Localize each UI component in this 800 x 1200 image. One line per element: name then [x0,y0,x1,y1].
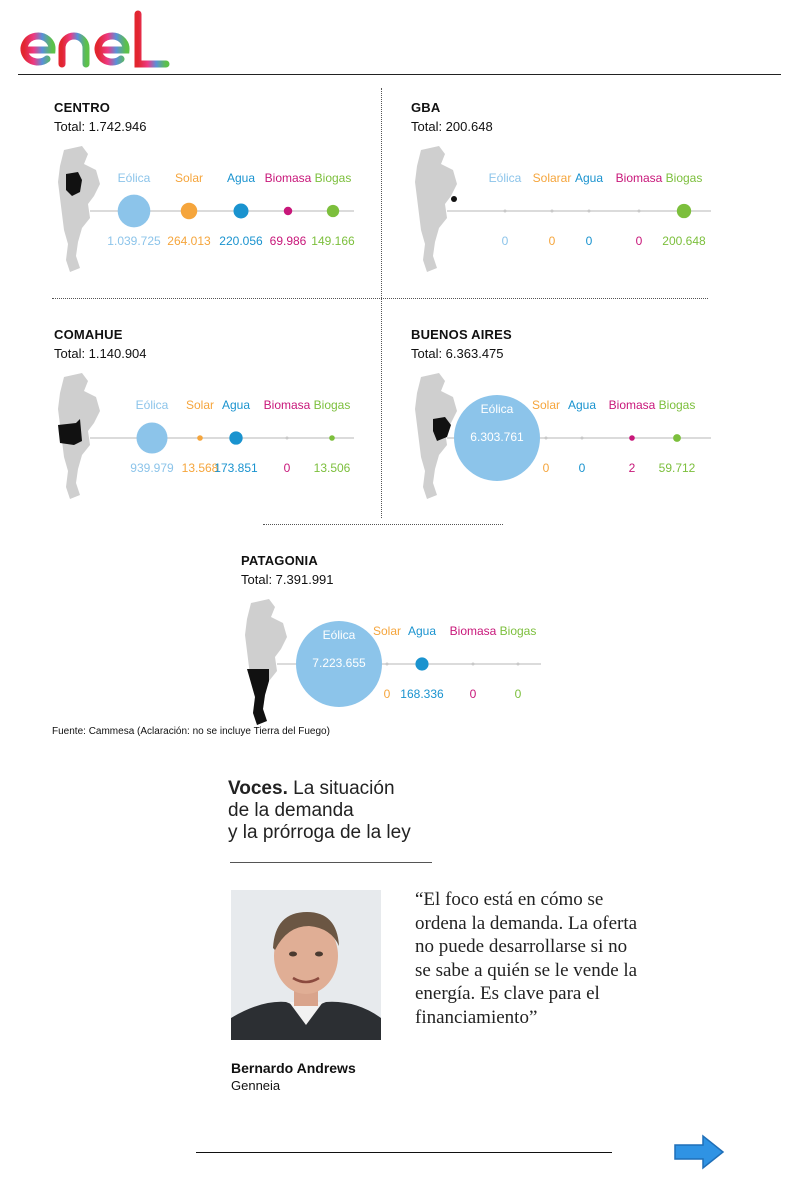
dot-biogas [677,204,691,218]
region-centro [54,100,394,300]
person-company: Genneia [231,1078,281,1093]
region-total: Total: 1.140.904 [54,346,147,361]
region-name: COMAHUE [54,327,123,342]
label-biomasa: Biomasa [264,171,312,185]
dot-biomasa [284,207,292,215]
dot-agua [415,657,428,670]
voces-line2: de la demanda [228,800,354,821]
dot-biogas [329,435,335,441]
region-total: Total: 7.391.991 [241,572,334,587]
value-agua: 173.851 [214,461,258,475]
value-solar: 0 [542,461,550,475]
value-agua: 220.056 [219,234,263,248]
dot-biomasa [638,210,641,213]
value-eolica: 6.303.761 [470,430,524,444]
dot-solar [551,210,554,213]
voces-line3: y la prórroga de la ley [228,822,411,843]
label-biogas: Biogas [314,171,352,185]
label-biogas: Biogas [499,624,537,638]
source-note: Fuente: Cammesa (Aclaración: no se incluye Tierra del Fuego) [52,726,330,737]
voces-rule [230,862,432,863]
label-solar: Solar [185,398,215,412]
dot-biomasa [286,437,289,440]
value-eolica: 939.979 [130,461,174,475]
dot-solar [197,435,203,441]
value-biomasa: 0 [635,234,643,248]
footer-rule [196,1152,612,1153]
value-agua: 0 [585,234,593,248]
value-agua: 0 [578,461,586,475]
value-solar: 264.013 [167,234,211,248]
label-agua: Agua [407,624,437,638]
dot-solar [545,437,548,440]
label-agua: Agua [567,398,597,412]
value-eolica: 0 [501,234,509,248]
label-solar: Solar [372,624,402,638]
right-arrow-icon[interactable] [673,1134,725,1170]
label-biomasa: Biomasa [608,398,656,412]
value-biogas: 0 [514,687,522,701]
region-name: PATAGONIA [241,553,318,568]
label-agua: Agua [226,171,256,185]
dot-eolica [118,195,151,228]
label-eolica: Eólica [135,398,169,412]
value-biomasa: 69.986 [269,234,307,248]
region-buenos-aires [411,327,751,527]
value-eolica: 1.039.725 [107,234,161,248]
value-solar: 13.568 [181,461,219,475]
region-comahue [54,327,394,527]
label-solar: Solar [531,398,561,412]
region-name: CENTRO [54,100,111,115]
region-name: GBA [411,100,441,115]
dot-eolica [504,210,507,213]
voces-bold: Voces. [228,778,288,799]
dot-agua [229,431,242,444]
dot-agua [233,203,248,218]
value-biomasa: 0 [283,461,291,475]
voces-line1: La situación [287,778,395,799]
dot-agua [581,437,584,440]
dot-biogas [673,434,681,442]
dot-biomasa [629,435,635,441]
person-name: Bernardo Andrews [231,1060,356,1076]
dot-solar [386,663,389,666]
value-biogas: 149.166 [311,234,355,248]
label-solar: Solarar [532,171,572,185]
dot-biogas [517,663,520,666]
quote-text: “El foco está en cómo se ordena la demanda. La oferta no puede desarrollarse si no se sabe a quién se le vende la energía. Es clave para el financiamiento” [415,889,638,1028]
dot-biogas [327,205,339,217]
header-rule [18,74,781,75]
dot-biomasa [472,663,475,666]
value-agua: 168.336 [400,687,444,701]
region-name: BUENOS AIRES [411,327,512,342]
value-biogas: 13.506 [313,461,351,475]
label-biogas: Biogas [658,398,696,412]
voces-heading [228,778,411,844]
enel-logo [18,10,178,72]
portrait-photo [231,890,381,1040]
label-eolica: Eólica [488,171,522,185]
region-gba [411,100,751,300]
value-solar: 0 [548,234,556,248]
label-biogas: Biogas [665,171,703,185]
label-biomasa: Biomasa [263,398,311,412]
value-eolica: 7.223.655 [312,656,366,670]
value-biomasa: 0 [469,687,477,701]
label-eolica: Eólica [322,628,356,642]
value-solar: 0 [383,687,391,701]
region-patagonia [241,553,581,753]
label-biomasa: Biomasa [449,624,497,638]
label-solar: Solar [174,171,204,185]
label-agua: Agua [574,171,604,185]
label-eolica: Eólica [117,171,151,185]
label-biogas: Biogas [313,398,351,412]
dot-solar [181,203,197,219]
region-total: Total: 200.648 [411,119,493,134]
label-agua: Agua [221,398,251,412]
dot-agua [588,210,591,213]
value-biogas: 200.648 [662,234,706,248]
label-biomasa: Biomasa [615,171,663,185]
dot-eolica [136,422,167,453]
value-biomasa: 2 [628,461,636,475]
region-total: Total: 1.742.946 [54,119,147,134]
label-eolica: Eólica [480,402,514,416]
region-total: Total: 6.363.475 [411,346,504,361]
value-biogas: 59.712 [658,461,696,475]
